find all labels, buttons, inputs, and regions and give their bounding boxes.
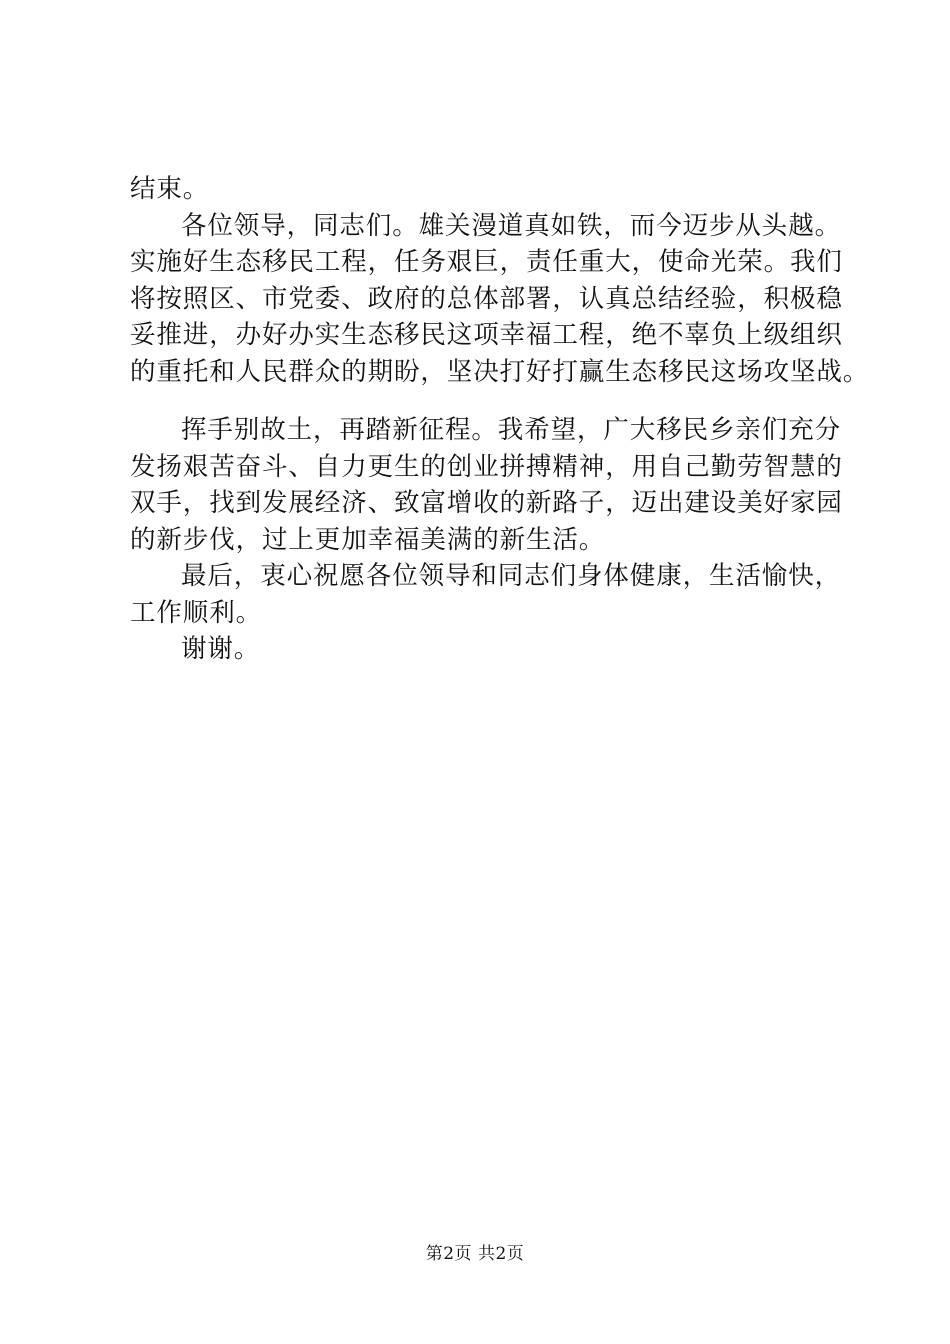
text-line: 的重托和人民群众的期盼，坚决打好打赢生态移民这场攻坚战。 — [130, 356, 870, 387]
document-body — [130, 171, 870, 668]
page-number-footer: 第2页 共2页 — [425, 1244, 525, 1264]
text-line: 最后，衷心祝愿各位领导和同志们身体健康，生活愉快， — [181, 561, 842, 591]
text-line: 妥推进，办好办实生态移民这项幸福工程，绝不辜负上级组织 — [130, 320, 843, 350]
text-line: 将按照区、市党委、政府的总体部署，认真总结经验，积极稳 — [130, 283, 843, 314]
text-line: 结束。 — [130, 174, 210, 204]
text-line: 发扬艰苦奋斗、自力更生的创业拼搏精神，用自己勤劳智慧的 — [130, 451, 843, 482]
paragraph-closing-fragment — [130, 171, 850, 208]
text-line: 谢谢。 — [181, 634, 261, 664]
paragraph-thanks — [130, 631, 850, 668]
text-line: 各位领导，同志们。雄关漫道真如铁，而今迈步从头越。 — [181, 210, 842, 241]
text-line: 的新步伐，过上更加幸福美满的新生活。 — [130, 524, 606, 555]
paragraph-spacer — [130, 390, 850, 412]
paragraph-best-wishes — [130, 558, 850, 631]
text-line: 双手，找到发展经济、致富增收的新路子，迈出建设美好家园 — [130, 488, 843, 518]
paragraph-leaders-address — [130, 208, 870, 391]
text-line: 工作顺利。 — [130, 597, 263, 628]
paragraph-migrant-hopes — [130, 412, 850, 558]
text-line: 挥手别故土，再踏新征程。我希望，广大移民乡亲们充分 — [181, 415, 842, 445]
text-line: 实施好生态移民工程，任务艰巨，责任重大，使命光荣。我们 — [130, 247, 843, 277]
